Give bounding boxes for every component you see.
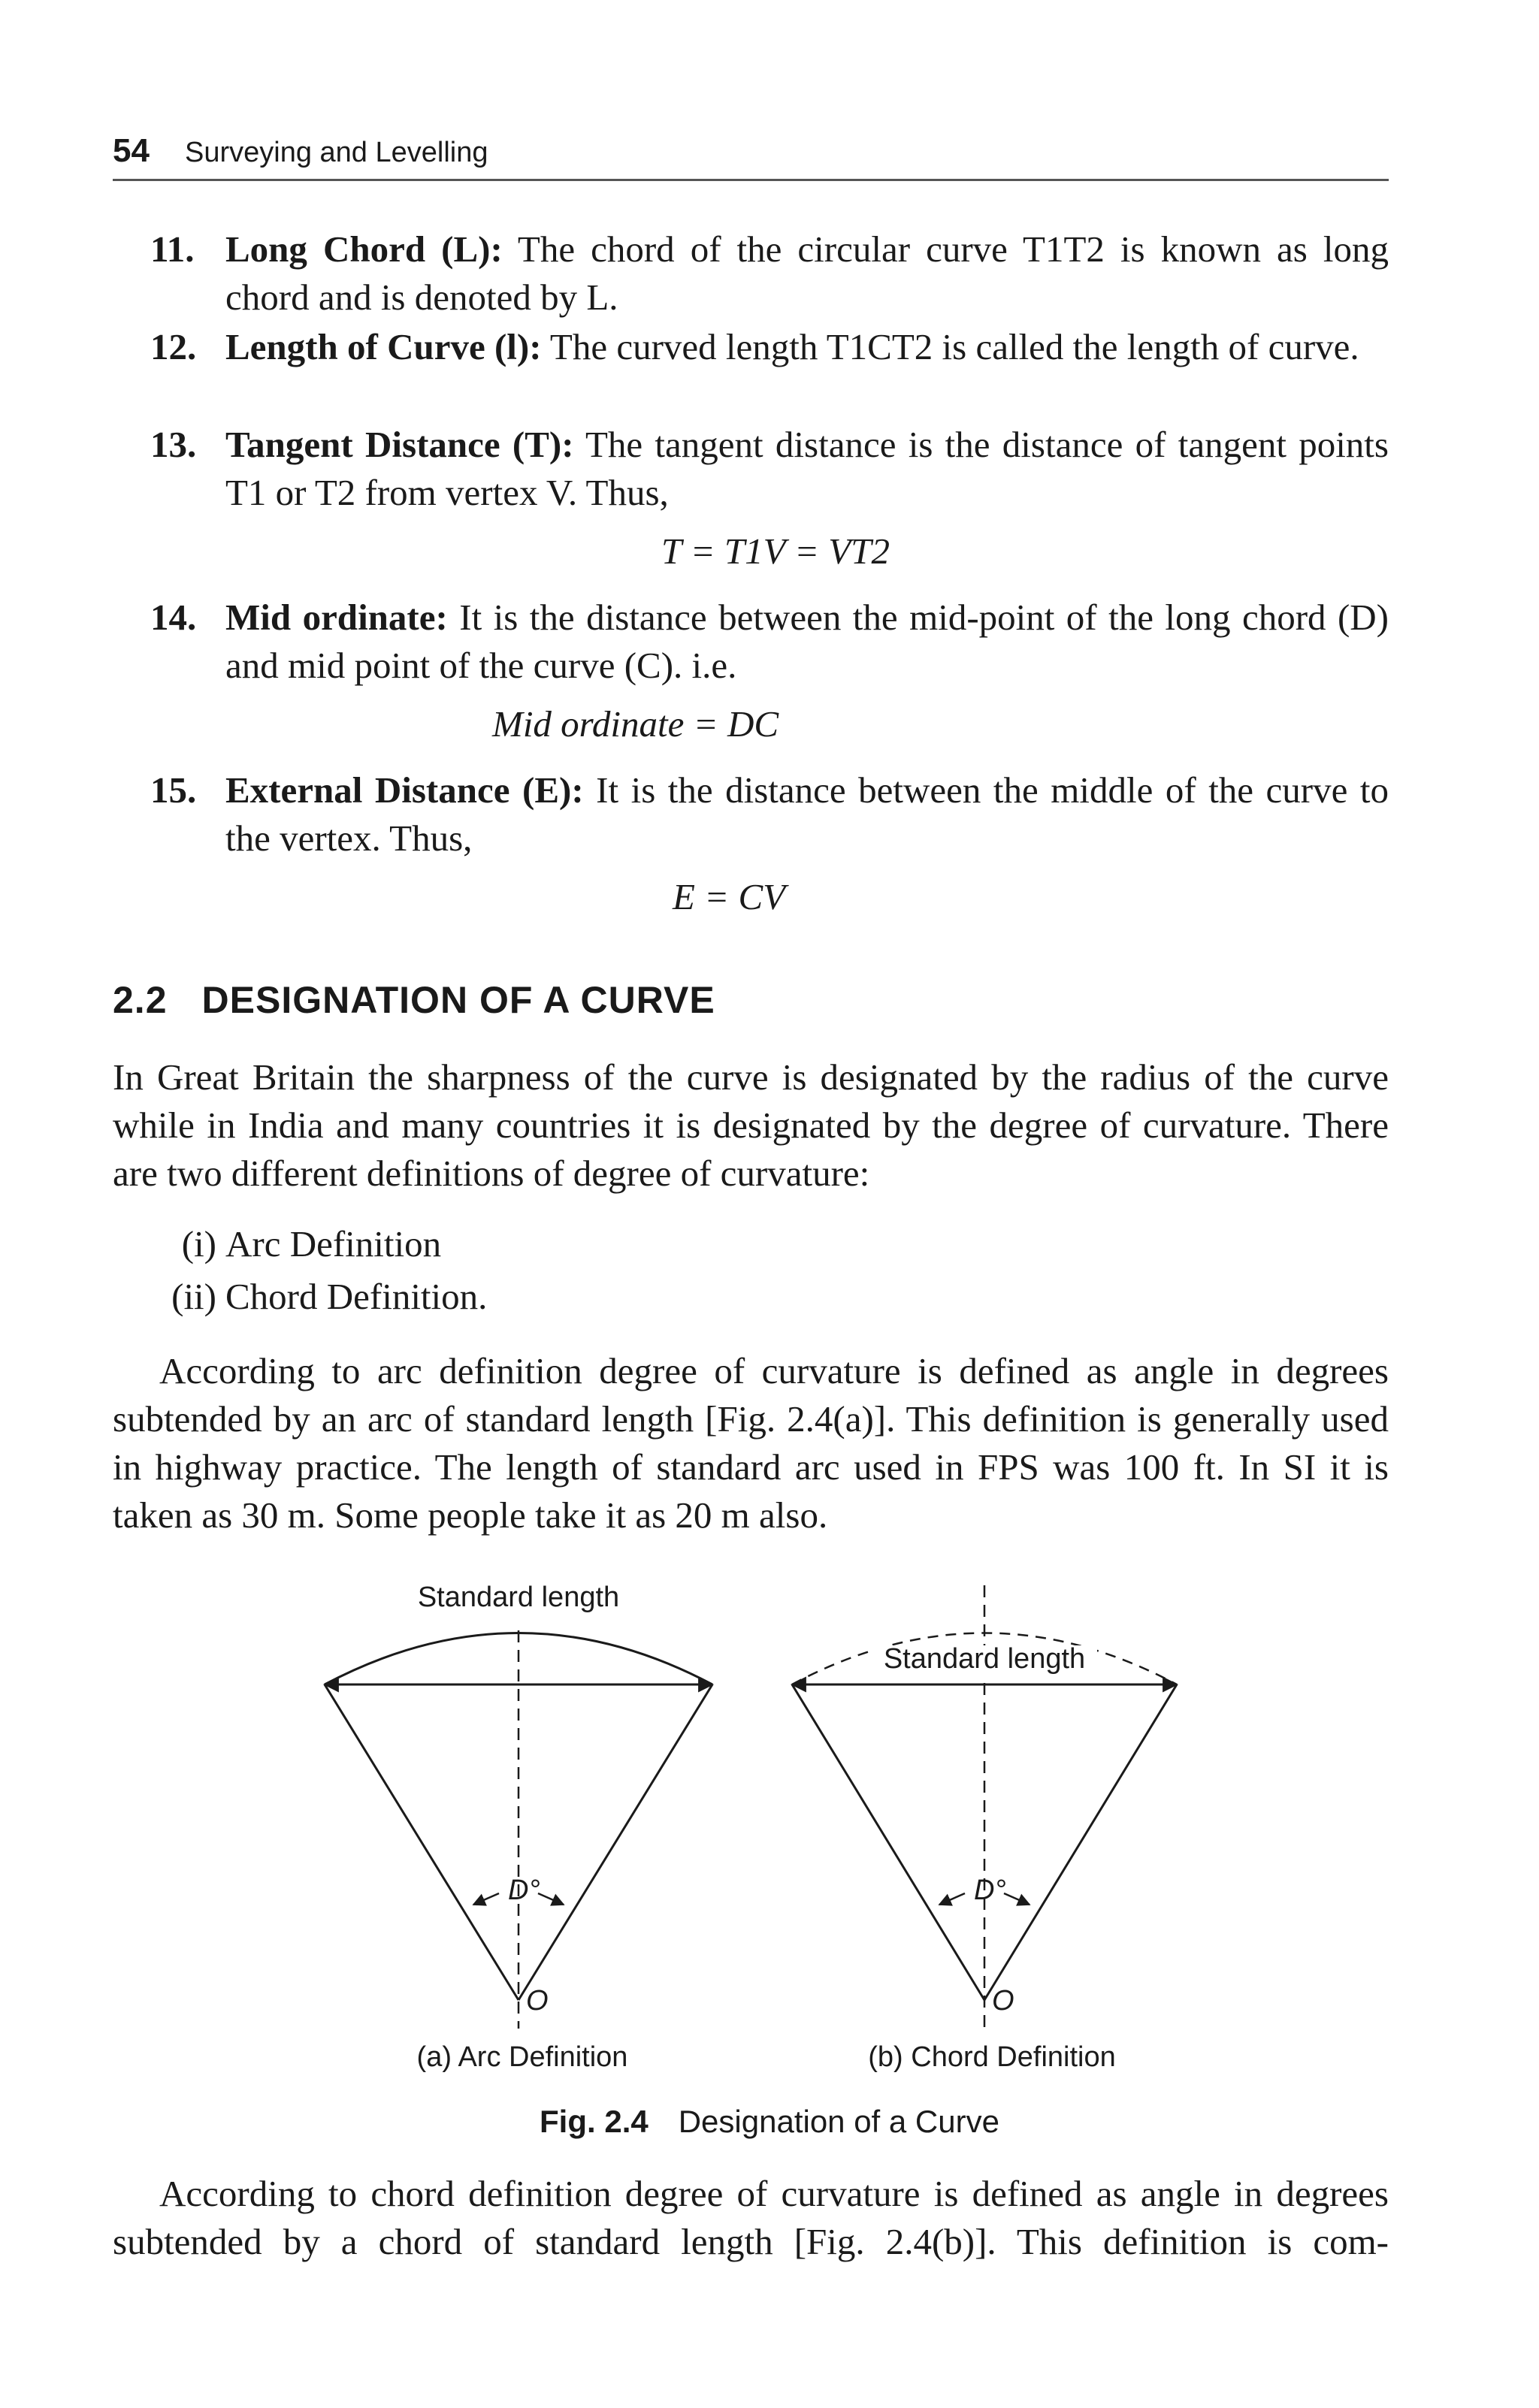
definition-body [225, 323, 1389, 371]
list-marker: (i) [181, 1223, 216, 1264]
definition-text: The chord of the circular curve T1T2 is known as long chord and is denoted by L. [225, 228, 1389, 318]
arc-definition-diagram [325, 1582, 712, 2073]
definition-text: It is the distance between the mid-point of the long chord (D) and mid point of the curve (C). i.e. [225, 597, 1389, 686]
standard-length-label-b: Standard length [883, 1643, 1086, 1675]
angle-arrow-right-b [1004, 1893, 1030, 1905]
standard-length-label-a: Standard length [417, 1582, 620, 1613]
definition-term: Tangent Distance (T): [225, 424, 574, 465]
subcaption-b: (b) Chord Definition [868, 2041, 1116, 2073]
definition-number: 12. [150, 326, 197, 367]
list-marker: (ii) [171, 1276, 216, 1317]
definition-item-13 [113, 421, 1389, 517]
arc-definition-paragraph: According to arc definition degree of curvature is defined as angle in degrees subtended by an arc of standard length [Fig. 2.4(a)]. This definition is generally used in highway practice. The length of standard arc used in FPS was 100 ft. In SI it is taken as 30 m. Some people take it as 20 m also. [113, 1350, 1389, 1536]
definition-term: Length of Curve (l): [225, 326, 542, 367]
intro-paragraph: In Great Britain the sharpness of the curve is designated by the radius of the curve while in India and many countries it is designated by the degree of curvature. There are two different definitions of degree of curvature: [113, 1056, 1389, 1194]
chord-definition-diagram [792, 1585, 1177, 2073]
running-title: Surveying and Levelling [185, 137, 488, 168]
tangent-distance-equation: T = T1V = VT2 [661, 530, 890, 572]
angle-label-a: D° [508, 1875, 540, 1906]
radius-left-a [325, 1684, 519, 2000]
figure-number: Fig. 2.4 [540, 2104, 649, 2139]
angle-arrow-right-a [538, 1893, 564, 1905]
definition-item-11 [113, 225, 1389, 322]
radius-right-a [519, 1684, 712, 2000]
figure-title: Designation of a Curve [678, 2104, 999, 2139]
definition-number: 15. [150, 769, 197, 811]
definition-text: The tangent distance is the distance of tangent points T1 or T2 from vertex V. Thus, [225, 424, 1389, 513]
chord-definition-paragraph: According to chord definition degree of curvature is defined as angle in degrees subtended by a chord of standard length [Fig. 2.4(b)]. This definition is com- [113, 2173, 1389, 2262]
angle-label-b: D° [974, 1875, 1006, 1906]
figure-designation-of-curve [0, 1563, 1539, 2104]
list-text: Arc Definition [225, 1223, 442, 1264]
radius-left-b [792, 1684, 984, 2000]
definition-term: Long Chord (L): [225, 228, 503, 270]
definition-body [225, 421, 1389, 517]
angle-arrow-left-a [473, 1893, 499, 1905]
definition-body [225, 594, 1389, 690]
running-header [113, 129, 1389, 181]
definition-text: The curved length T1CT2 is called the length of curve. [541, 326, 1359, 367]
radius-right-b [984, 1684, 1177, 2000]
centre-label-a: O [526, 1985, 549, 2017]
subcaption-a: (a) Arc Definition [416, 2041, 628, 2073]
section-heading [113, 978, 715, 1022]
definition-item-14 [113, 594, 1389, 690]
section-number: 2.2 [113, 979, 168, 1021]
definition-term: Mid ordinate: [225, 597, 448, 638]
definition-text: It is the distance between the middle of the curve to the vertex. Thus, [225, 769, 1389, 859]
list-text: Chord Definition. [225, 1276, 488, 1317]
page-number: 54 [113, 132, 150, 169]
section-title: DESIGNATION OF A CURVE [201, 979, 715, 1021]
mid-ordinate-equation: Mid ordinate = DC [492, 703, 779, 745]
external-distance-equation: E = CV [673, 876, 786, 917]
definition-item-15 [113, 766, 1389, 863]
definition-body [225, 766, 1389, 863]
definition-term: External Distance (E): [225, 769, 584, 811]
definition-number: 11. [150, 228, 195, 270]
definition-item-12 [113, 323, 1389, 371]
figure-caption [0, 2104, 1539, 2140]
definition-body [225, 225, 1389, 322]
definition-number: 13. [150, 424, 197, 465]
centre-label-b: O [992, 1985, 1014, 2017]
angle-arrow-left-b [939, 1893, 965, 1905]
definition-number: 14. [150, 597, 197, 638]
